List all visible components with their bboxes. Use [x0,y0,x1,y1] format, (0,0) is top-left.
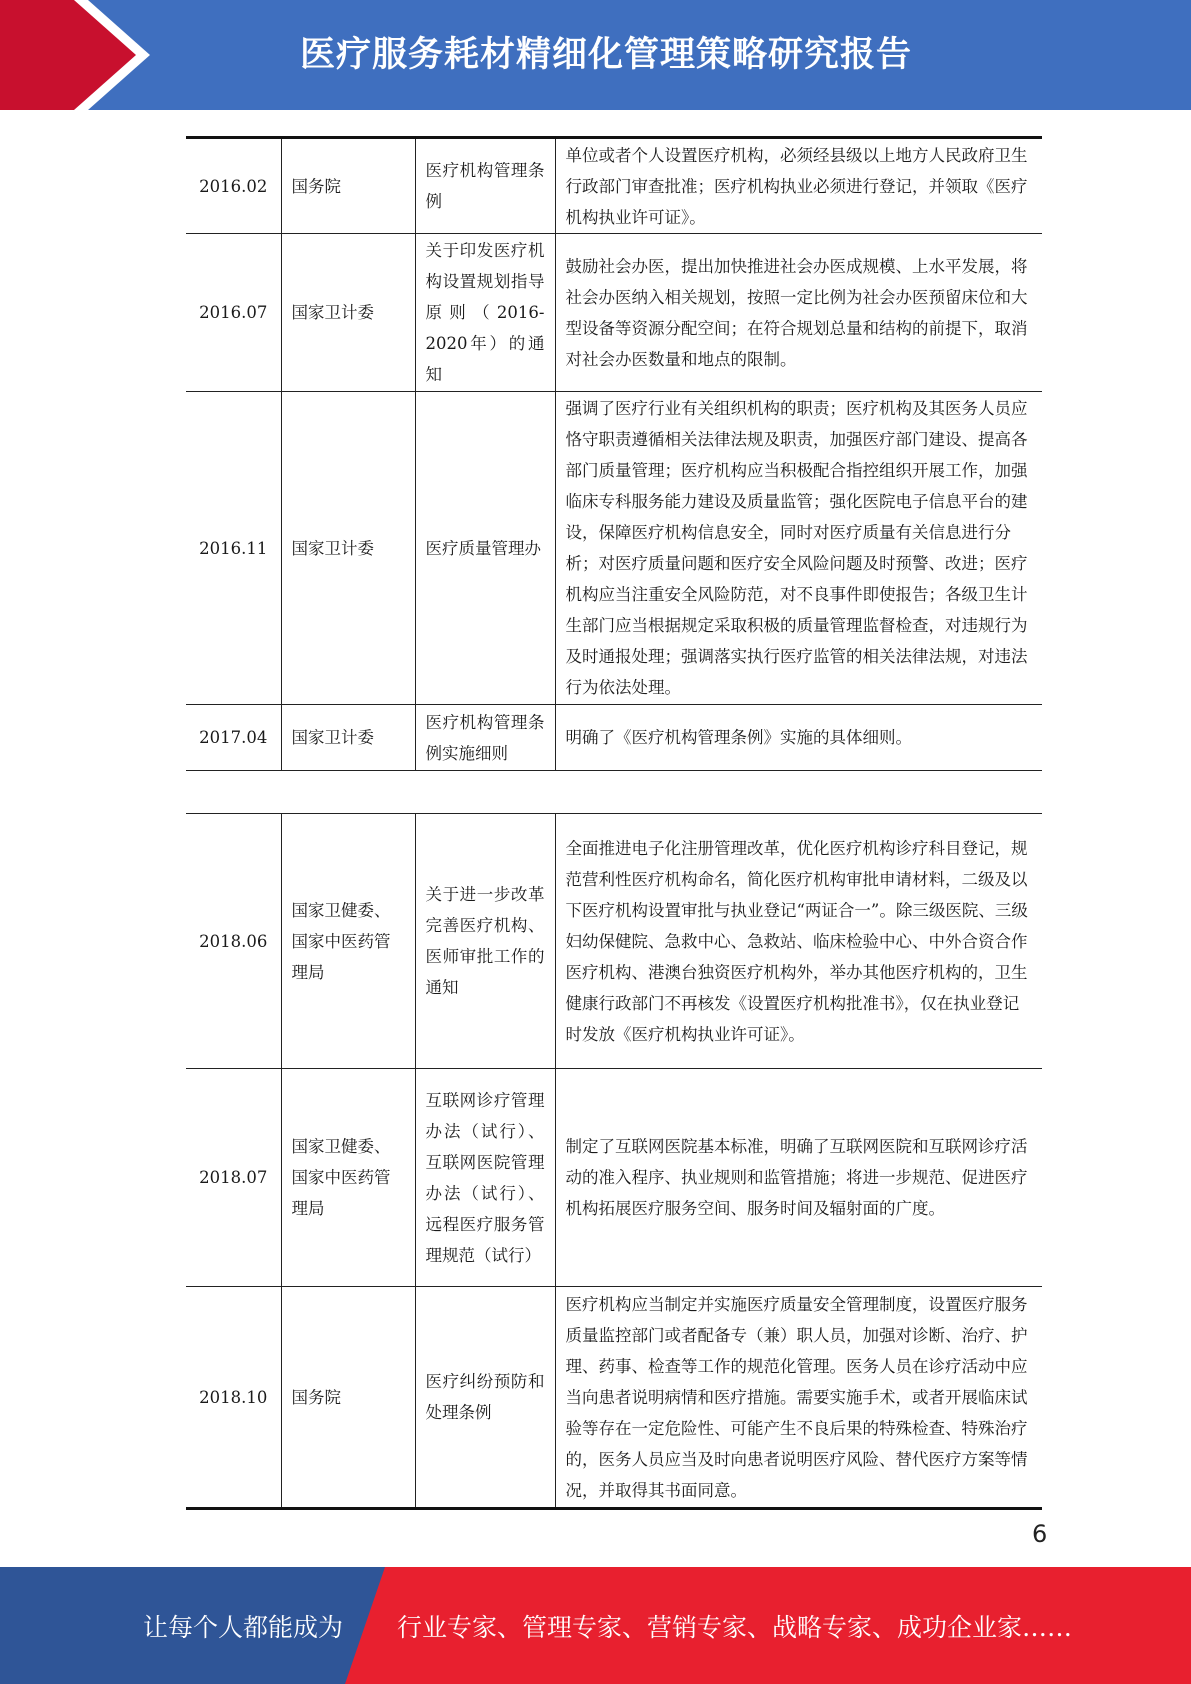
content-cell: 制定了互联网医院基本标准，明确了互联网医院和互联网诊疗活动的准入程序、执业规则和监管措施；将进一步规范、促进医疗机构拓展医疗服务空间、服务时间及辐射面的广度。 [555,1069,1042,1287]
content-cell: 全面推进电子化注册管理改革，优化医疗机构诊疗科目登记，规范营利性医疗机构命名，简化医疗机构审批申请材料，二级及以下医疗机构设置审批与执业登记“两证合一”。除三级医院、三级妇幼保健院、急救中心、急救站、临床检验中心、中外合资合作医疗机构、港澳台独资医疗机构外，举办其他医疗机构的，卫生健康行政部门不再核发《设置医疗机构批准书》，仅在执业登记时发放《医疗机构执业许可证》。 [555,814,1042,1069]
policy-name-cell: 互联网诊疗管理办法（试行）、互联网医院管理办法（试行）、远程医疗服务管理规范（试行） [415,1069,555,1287]
table-row [186,1287,1042,1509]
chevron-red-decoration [0,0,150,110]
date-cell: 2016.02 [186,138,281,234]
policy-table-1 [186,136,1042,771]
date-cell: 2018.06 [186,814,281,1069]
content-cell: 鼓励社会办医，提出加快推进社会办医成规模、上水平发展，将社会办医纳入相关规划，按照一定比例为社会办医预留床位和大型设备等资源分配空间；在符合规划总量和结构的前提下，取消对社会办医数量和地点的限制。 [555,234,1042,392]
policy-name-cell: 医疗机构管理条例 [415,138,555,234]
header-banner [0,0,1191,110]
agency-cell: 国家卫计委 [281,234,415,392]
footer-slogan-left: 让每个人都能成为 [143,1613,344,1642]
footer-slogan-right: 行业专家、管理专家、营销专家、战略专家、成功企业家…… [397,1613,1073,1642]
content-cell: 强调了医疗行业有关组织机构的职责；医疗机构及其医务人员应恪守职责遵循相关法律法规及职责，加强医疗部门建设、提高各部门质量管理；医疗机构应当积极配合指控组织开展工作，加强临床专科服务能力建设及质量监管；强化医院电子信息平台的建设，保障医疗机构信息安全，同时对医疗质量有关信息进行分析；对医疗质量问题和医疗安全风险问题及时预警、改进；医疗机构应当注重安全风险防范，对不良事件即使报告；各级卫生计生部门应当根据规定采取积极的质量管理监督检查，对违规行为及时通报处理；强调落实执行医疗监管的相关法律法规，对违法行为依法处理。 [555,392,1042,705]
table-row [186,234,1042,392]
content-cell: 明确了《医疗机构管理条例》实施的具体细则。 [555,705,1042,771]
policy-name-cell: 医疗纠纷预防和处理条例 [415,1287,555,1509]
content-cell: 医疗机构应当制定并实施医疗质量安全管理制度，设置医疗服务质量监控部门或者配备专（兼）职人员，加强对诊断、治疗、护理、药事、检查等工作的规范化管理。医务人员在诊疗活动中应当向患者说明病情和医疗措施。需要实施手术，或者开展临床试验等存在一定危险性、可能产生不良后果的特殊检查、特殊治疗的，医务人员应当及时向患者说明医疗风险、替代医疗方案等情况，并取得其书面同意。 [555,1287,1042,1509]
content-cell: 单位或者个人设置医疗机构，必须经县级以上地方人民政府卫生行政部门审查批准；医疗机构执业必须进行登记，并领取《医疗机构执业许可证》。 [555,138,1042,234]
table-row [186,705,1042,771]
table-row [186,138,1042,234]
agency-cell: 国务院 [281,138,415,234]
date-cell: 2018.07 [186,1069,281,1287]
date-cell: 2017.04 [186,705,281,771]
date-cell: 2016.07 [186,234,281,392]
table-row [186,814,1042,1069]
agency-cell: 国家卫健委、国家中医药管理局 [281,1069,415,1287]
policy-name-cell: 医疗机构管理条例实施细则 [415,705,555,771]
report-title: 医疗服务耗材精细化管理策略研究报告 [300,35,913,75]
page-number: 6 [1032,1520,1048,1548]
policy-name-cell: 医疗质量管理办 [415,392,555,705]
agency-cell: 国家卫健委、国家中医药管理局 [281,814,415,1069]
policy-name-cell: 关于进一步改革完善医疗机构、医师审批工作的通知 [415,814,555,1069]
agency-cell: 国家卫计委 [281,392,415,705]
date-cell: 2016.11 [186,392,281,705]
policy-name-cell: 关于印发医疗机构设置规划指导原则（2016-2020年）的通知 [415,234,555,392]
agency-cell: 国家卫计委 [281,705,415,771]
table-row [186,1069,1042,1287]
table-row [186,392,1042,705]
agency-cell: 国务院 [281,1287,415,1509]
date-cell: 2018.10 [186,1287,281,1509]
policy-table-2 [186,813,1042,1510]
